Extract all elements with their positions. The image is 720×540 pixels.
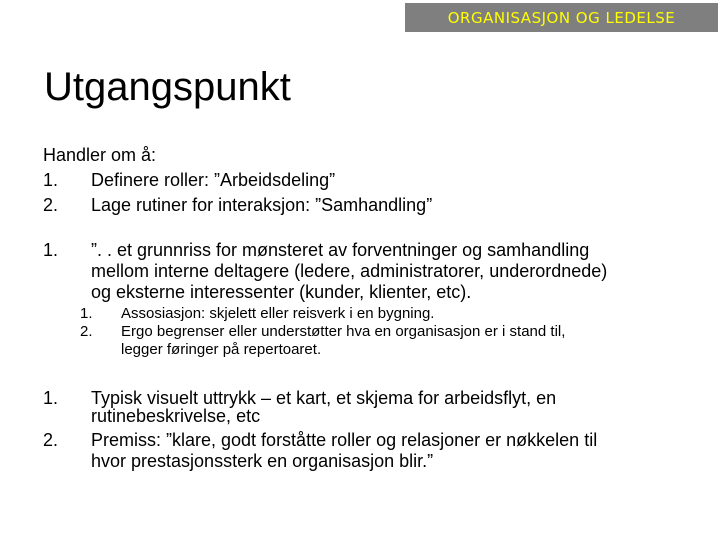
- list3-item-1-line-1: Typisk visuelt uttrykk – et kart, et skjema for arbeidsflyt, en: [91, 388, 557, 408]
- sublist-item-2-number: 2.: [80, 323, 93, 340]
- section-banner: ORGANISASJON OG LEDELSE: [405, 3, 718, 32]
- sublist-item-1-number: 1.: [80, 305, 93, 322]
- list1-item-1-text: Definere roller: ”Arbeidsdeling”: [91, 170, 336, 190]
- list3-item-1-number: 1.: [43, 388, 59, 408]
- intro-text: Handler om å:: [43, 145, 157, 165]
- list2-item-1-number: 1.: [43, 240, 59, 260]
- list3-item-2-line-1: Premiss: ”klare, godt forståtte roller og relasjoner er nøkkelen til: [91, 430, 598, 450]
- list1-item-2-number: 2.: [43, 195, 59, 215]
- list2-item-1-line-2: mellom interne deltagere (ledere, administratorer, underordnede): [91, 261, 608, 281]
- list3-item-2-line-2: hvor prestasjonssterk en organisasjon blir.”: [91, 451, 434, 471]
- list1-item-1-number: 1.: [43, 170, 59, 190]
- sublist-item-2-line-2: legger føringer på repertoaret.: [121, 341, 322, 358]
- list1-item-2-text: Lage rutiner for interaksjon: ”Samhandling”: [91, 195, 433, 215]
- list3-item-2-number: 2.: [43, 430, 59, 450]
- list3-item-1-line-2: rutinebeskrivelse, etc: [91, 406, 261, 426]
- sublist-item-1-text: Assosiasjon: skjelett eller reisverk i en bygning.: [121, 305, 435, 322]
- sublist-item-2-line-1: Ergo begrenser eller understøtter hva en organisasjon er i stand til,: [121, 323, 566, 340]
- list2-item-1-line-1: ”. . et grunnriss for mønsteret av forventninger og samhandling: [91, 240, 590, 260]
- slide-title: Utgangspunkt: [44, 65, 291, 109]
- list2-item-1-line-3: og eksterne interessenter (kunder, klienter, etc).: [91, 282, 472, 302]
